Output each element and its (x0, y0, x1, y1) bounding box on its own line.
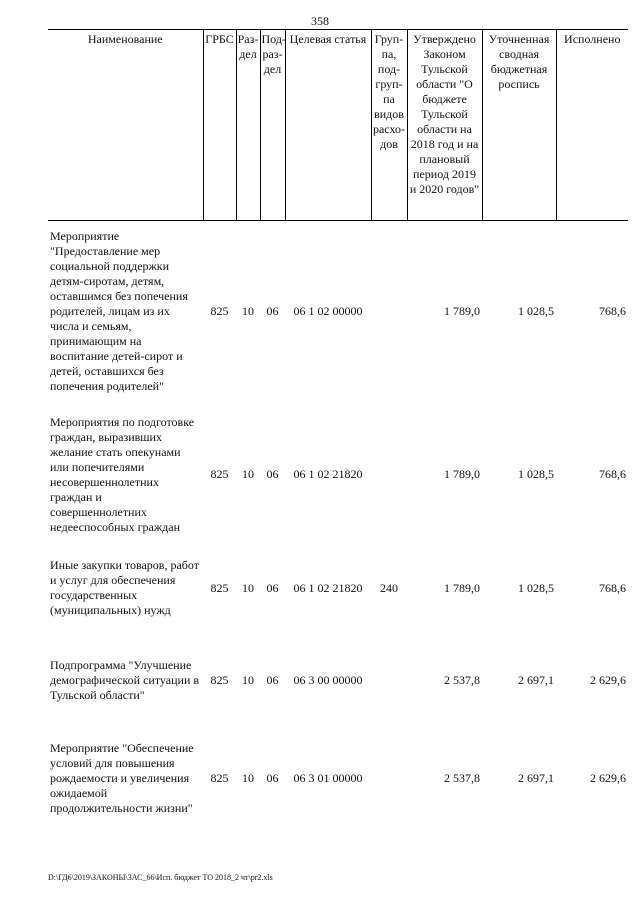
row-grbs: 825 (210, 672, 229, 687)
row-executed: 2 629,6 (590, 672, 626, 687)
row-target: 06 1 02 21820 (293, 580, 363, 595)
row-section: 10 (242, 580, 254, 595)
header-section: Раз-дел (236, 30, 260, 221)
row-subsection: 06 (266, 672, 279, 687)
row-approved: 1 789,0 (444, 304, 480, 318)
row-group (371, 402, 407, 547)
row-refined: 1 028,5 (518, 580, 554, 595)
header-target: Целевая статья (285, 30, 371, 221)
row-section: 10 (242, 304, 254, 318)
header-group: Груп-па, под-груп-па видов расхо-дов (371, 30, 407, 221)
row-name: Подпрограмма "Улучшение демографической ситуации в Тульской области" (50, 657, 200, 702)
row-refined: 2 697,1 (518, 672, 554, 687)
row-target: 06 1 02 21820 (293, 467, 363, 481)
table-row (48, 731, 628, 826)
row-grbs: 825 (210, 304, 229, 318)
row-group (371, 731, 407, 826)
row-target: 06 3 01 00000 (293, 771, 363, 785)
header-grbs: ГРБС (203, 30, 236, 221)
table-row (48, 547, 628, 629)
row-group (371, 629, 407, 731)
header-name: Наименование (48, 30, 203, 221)
row-executed: 768,6 (599, 580, 626, 595)
page-number: 358 (311, 14, 329, 28)
row-subsection: 06 (266, 580, 279, 595)
footer-file-path: D:\ГД6\2019\ЗАКОНЫ\ЗАС_66\Исп. бюджет ТО 2018_2 чт\pr2.xls (48, 873, 273, 882)
header-refined: Уточненная сводная бюджетная роспись (482, 30, 556, 221)
table-row (48, 402, 628, 547)
header-subsection: Под-раз-дел (260, 30, 285, 221)
row-approved: 1 789,0 (444, 467, 480, 481)
table-row (48, 629, 628, 731)
row-grbs: 825 (210, 467, 229, 481)
row-approved: 2 537,8 (444, 672, 480, 687)
row-refined: 1 028,5 (518, 467, 554, 481)
row-target: 06 1 02 00000 (293, 304, 363, 318)
row-name: Мероприятие "Обеспечение условий для повышения рождаемости и увеличения ожидаемой продолжительности жизни" (50, 741, 194, 815)
row-approved: 2 537,8 (444, 771, 480, 785)
row-refined: 2 697,1 (518, 771, 554, 785)
row-subsection: 06 (266, 467, 279, 481)
row-section: 10 (242, 467, 254, 481)
row-group (371, 221, 407, 403)
row-section: 10 (242, 771, 254, 785)
row-subsection: 06 (266, 304, 279, 318)
row-approved: 1 789,0 (444, 580, 480, 595)
row-executed: 768,6 (599, 467, 626, 481)
row-name: Мероприятие "Предоставление мер социальной поддержки детям-сиротам, детям, оставшимся без попечения родителей, лицам из их числа и семьям, принимающим на воспитание детей-сирот и детей, оставшихся без попечения родителей" (50, 229, 188, 393)
row-subsection: 06 (266, 771, 279, 785)
row-name: Мероприятия по подготовке граждан, выразивших желание стать опекунами или попечителями несовершеннолетних граждан и совершеннолетних недееспособных граждан (50, 414, 195, 534)
row-grbs: 825 (210, 771, 229, 785)
header-executed: Исполнено (556, 30, 628, 221)
row-grbs: 825 (210, 580, 229, 595)
header-approved: Утверждено Законом Тульской области "О бюджете Тульской области на 2018 год и на плановый период 2019 и 2020 годов" (407, 30, 482, 221)
row-name: Иные закупки товаров, работ и услуг для обеспечения государственных (муниципальных) нужд (50, 558, 199, 617)
row-target: 06 3 00 00000 (293, 672, 363, 687)
row-refined: 1 028,5 (518, 304, 554, 318)
row-section: 10 (242, 672, 254, 687)
table-row (48, 221, 628, 403)
row-executed: 2 629,6 (590, 771, 626, 785)
header-row (48, 30, 628, 221)
row-group: 240 (380, 580, 398, 595)
row-executed: 768,6 (599, 304, 626, 318)
budget-table (48, 30, 628, 826)
